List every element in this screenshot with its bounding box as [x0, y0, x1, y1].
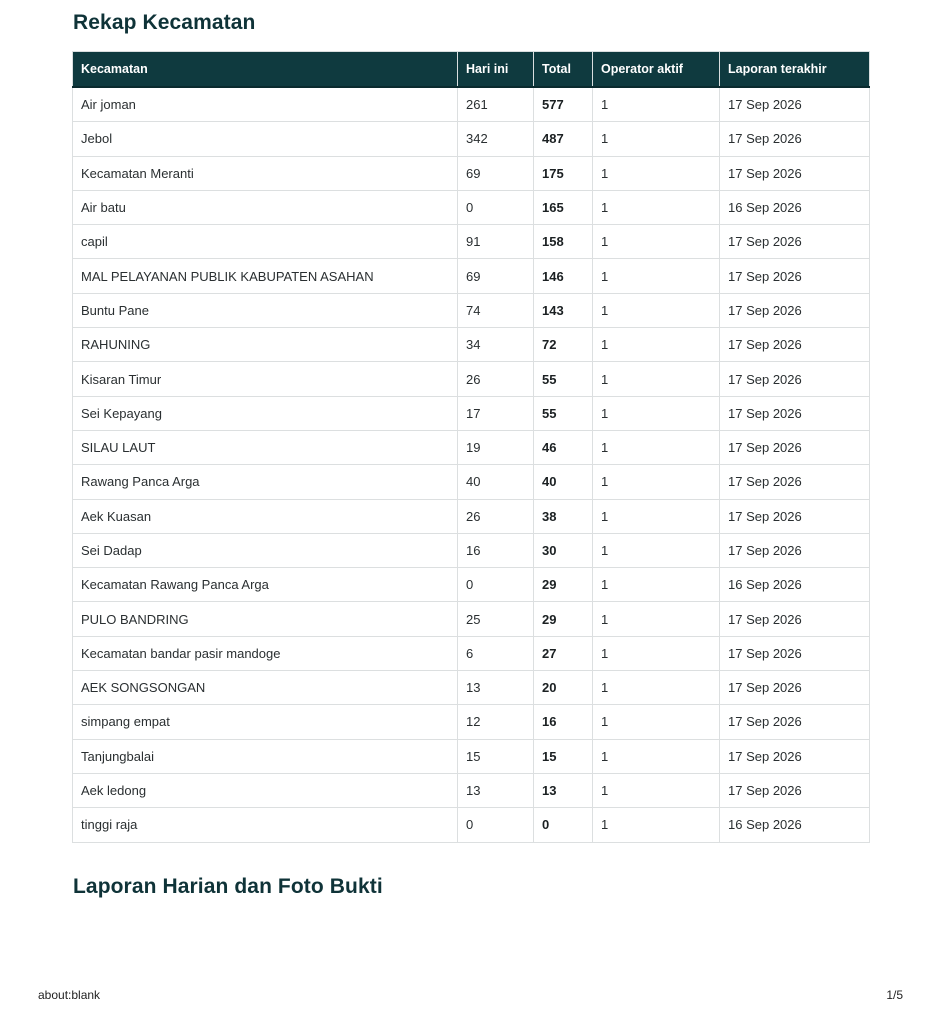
cell-laporan-terakhir: 17 Sep 2026	[720, 705, 870, 739]
cell-operator-aktif: 1	[593, 808, 720, 842]
cell-total: 40	[534, 465, 593, 499]
table-row	[73, 568, 870, 602]
cell-hari-ini: 26	[458, 362, 534, 396]
cell-operator-aktif: 1	[593, 396, 720, 430]
cell-operator-aktif: 1	[593, 122, 720, 156]
cell-hari-ini: 261	[458, 87, 534, 122]
cell-laporan-terakhir: 17 Sep 2026	[720, 465, 870, 499]
cell-operator-aktif: 1	[593, 225, 720, 259]
cell-total: 27	[534, 636, 593, 670]
cell-kecamatan: Sei Kepayang	[73, 396, 458, 430]
cell-hari-ini: 0	[458, 568, 534, 602]
cell-kecamatan: simpang empat	[73, 705, 458, 739]
cell-operator-aktif: 1	[593, 87, 720, 122]
table-row	[73, 705, 870, 739]
cell-total: 55	[534, 362, 593, 396]
cell-operator-aktif: 1	[593, 328, 720, 362]
cell-total: 30	[534, 533, 593, 567]
table-row	[73, 362, 870, 396]
cell-laporan-terakhir: 17 Sep 2026	[720, 396, 870, 430]
footer-page-number: 1/5	[886, 988, 903, 1002]
column-header-operator-aktif: Operator aktif	[593, 52, 720, 88]
cell-operator-aktif: 1	[593, 293, 720, 327]
cell-hari-ini: 342	[458, 122, 534, 156]
cell-kecamatan: tinggi raja	[73, 808, 458, 842]
cell-operator-aktif: 1	[593, 465, 720, 499]
table-row	[73, 396, 870, 430]
table-row	[73, 499, 870, 533]
cell-laporan-terakhir: 17 Sep 2026	[720, 87, 870, 122]
cell-total: 158	[534, 225, 593, 259]
cell-laporan-terakhir: 17 Sep 2026	[720, 499, 870, 533]
cell-total: 55	[534, 396, 593, 430]
cell-operator-aktif: 1	[593, 602, 720, 636]
cell-hari-ini: 13	[458, 773, 534, 807]
column-header-hari-ini: Hari ini	[458, 52, 534, 88]
cell-total: 15	[534, 739, 593, 773]
cell-hari-ini: 0	[458, 190, 534, 224]
cell-kecamatan: Rawang Panca Arga	[73, 465, 458, 499]
cell-operator-aktif: 1	[593, 190, 720, 224]
cell-total: 16	[534, 705, 593, 739]
cell-kecamatan: Aek Kuasan	[73, 499, 458, 533]
cell-kecamatan: RAHUNING	[73, 328, 458, 362]
cell-kecamatan: Air batu	[73, 190, 458, 224]
table-row	[73, 465, 870, 499]
cell-total: 165	[534, 190, 593, 224]
table-row	[73, 671, 870, 705]
cell-kecamatan: SILAU LAUT	[73, 430, 458, 464]
cell-operator-aktif: 1	[593, 430, 720, 464]
cell-operator-aktif: 1	[593, 499, 720, 533]
cell-total: 577	[534, 87, 593, 122]
cell-kecamatan: Aek ledong	[73, 773, 458, 807]
table-body	[73, 87, 870, 842]
table-row	[73, 122, 870, 156]
cell-hari-ini: 74	[458, 293, 534, 327]
cell-total: 175	[534, 156, 593, 190]
cell-operator-aktif: 1	[593, 705, 720, 739]
cell-kecamatan: MAL PELAYANAN PUBLIK KABUPATEN ASAHAN	[73, 259, 458, 293]
cell-laporan-terakhir: 16 Sep 2026	[720, 568, 870, 602]
cell-hari-ini: 0	[458, 808, 534, 842]
cell-operator-aktif: 1	[593, 533, 720, 567]
laporan-harian-title: Laporan Harian dan Foto Bukti	[73, 875, 383, 898]
cell-operator-aktif: 1	[593, 568, 720, 602]
cell-laporan-terakhir: 17 Sep 2026	[720, 328, 870, 362]
cell-total: 29	[534, 568, 593, 602]
cell-hari-ini: 16	[458, 533, 534, 567]
footer-url: about:blank	[38, 988, 101, 1002]
cell-laporan-terakhir: 17 Sep 2026	[720, 739, 870, 773]
cell-hari-ini: 12	[458, 705, 534, 739]
cell-laporan-terakhir: 17 Sep 2026	[720, 602, 870, 636]
table-row	[73, 533, 870, 567]
cell-total: 20	[534, 671, 593, 705]
table-row	[73, 225, 870, 259]
cell-kecamatan: Kecamatan Meranti	[73, 156, 458, 190]
cell-operator-aktif: 1	[593, 636, 720, 670]
cell-kecamatan: Kecamatan Rawang Panca Arga	[73, 568, 458, 602]
cell-total: 38	[534, 499, 593, 533]
table-header	[73, 52, 870, 88]
cell-laporan-terakhir: 17 Sep 2026	[720, 259, 870, 293]
cell-hari-ini: 34	[458, 328, 534, 362]
cell-hari-ini: 13	[458, 671, 534, 705]
cell-kecamatan: Jebol	[73, 122, 458, 156]
cell-hari-ini: 40	[458, 465, 534, 499]
cell-operator-aktif: 1	[593, 362, 720, 396]
cell-kecamatan: Kecamatan bandar pasir mandoge	[73, 636, 458, 670]
column-header-laporan-terakhir: Laporan terakhir	[720, 52, 870, 88]
cell-hari-ini: 26	[458, 499, 534, 533]
column-header-total: Total	[534, 52, 593, 88]
cell-hari-ini: 69	[458, 259, 534, 293]
cell-laporan-terakhir: 17 Sep 2026	[720, 156, 870, 190]
cell-total: 13	[534, 773, 593, 807]
table-header-row	[73, 52, 870, 88]
cell-total: 0	[534, 808, 593, 842]
cell-laporan-terakhir: 17 Sep 2026	[720, 533, 870, 567]
cell-hari-ini: 91	[458, 225, 534, 259]
table-row	[73, 328, 870, 362]
table-row	[73, 430, 870, 464]
cell-laporan-terakhir: 17 Sep 2026	[720, 430, 870, 464]
cell-laporan-terakhir: 17 Sep 2026	[720, 293, 870, 327]
cell-hari-ini: 69	[458, 156, 534, 190]
cell-laporan-terakhir: 17 Sep 2026	[720, 225, 870, 259]
column-header-kecamatan: Kecamatan	[73, 52, 458, 88]
table-row	[73, 636, 870, 670]
cell-laporan-terakhir: 17 Sep 2026	[720, 636, 870, 670]
cell-total: 143	[534, 293, 593, 327]
cell-hari-ini: 15	[458, 739, 534, 773]
cell-kecamatan: PULO BANDRING	[73, 602, 458, 636]
cell-hari-ini: 6	[458, 636, 534, 670]
cell-kecamatan: Air joman	[73, 87, 458, 122]
table-row	[73, 156, 870, 190]
table-row	[73, 808, 870, 842]
table-row	[73, 739, 870, 773]
cell-hari-ini: 17	[458, 396, 534, 430]
rekap-table	[72, 51, 870, 843]
cell-kecamatan: capil	[73, 225, 458, 259]
cell-operator-aktif: 1	[593, 739, 720, 773]
table-row	[73, 293, 870, 327]
cell-hari-ini: 19	[458, 430, 534, 464]
cell-kecamatan: Sei Dadap	[73, 533, 458, 567]
cell-kecamatan: Buntu Pane	[73, 293, 458, 327]
cell-kecamatan: Tanjungbalai	[73, 739, 458, 773]
cell-hari-ini: 25	[458, 602, 534, 636]
cell-laporan-terakhir: 16 Sep 2026	[720, 808, 870, 842]
cell-operator-aktif: 1	[593, 259, 720, 293]
cell-total: 72	[534, 328, 593, 362]
table-row	[73, 259, 870, 293]
cell-laporan-terakhir: 17 Sep 2026	[720, 362, 870, 396]
table-row	[73, 190, 870, 224]
cell-laporan-terakhir: 16 Sep 2026	[720, 190, 870, 224]
table-row	[73, 87, 870, 122]
cell-total: 46	[534, 430, 593, 464]
cell-kecamatan: AEK SONGSONGAN	[73, 671, 458, 705]
cell-kecamatan: Kisaran Timur	[73, 362, 458, 396]
cell-total: 29	[534, 602, 593, 636]
cell-operator-aktif: 1	[593, 671, 720, 705]
cell-laporan-terakhir: 17 Sep 2026	[720, 122, 870, 156]
cell-operator-aktif: 1	[593, 156, 720, 190]
cell-total: 146	[534, 259, 593, 293]
cell-operator-aktif: 1	[593, 773, 720, 807]
table-row	[73, 602, 870, 636]
cell-laporan-terakhir: 17 Sep 2026	[720, 773, 870, 807]
rekap-kecamatan-title: Rekap Kecamatan	[73, 11, 256, 34]
table-row	[73, 773, 870, 807]
cell-total: 487	[534, 122, 593, 156]
cell-laporan-terakhir: 17 Sep 2026	[720, 671, 870, 705]
